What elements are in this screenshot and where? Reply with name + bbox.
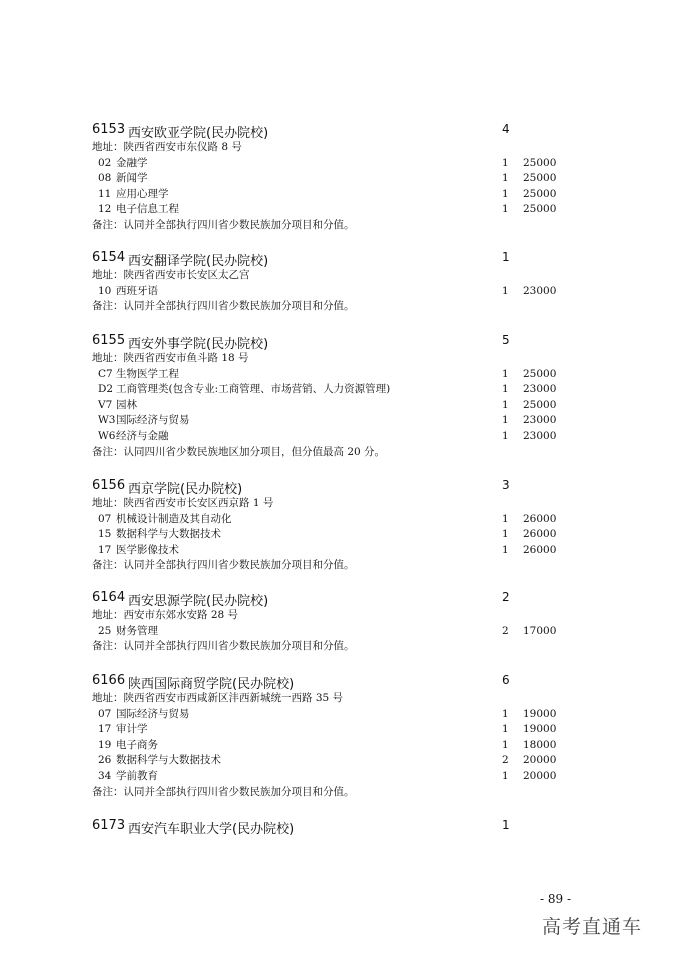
major-row [92,543,572,559]
note-value: 认同并全部执行四川省少数民族加分项目和分值。 [123,785,355,798]
major-fee: 25000 [523,367,557,380]
major-name: 金融学 [116,156,148,169]
school-plan-count: 5 [502,333,510,347]
major-plan: 1 [502,429,509,442]
major-plan: 1 [502,707,509,720]
school-code: 6173 [92,818,126,833]
school-name: 西安汽车职业大学(民办院校) [128,822,295,837]
address-label: 地址： [92,269,124,281]
school-header [92,250,572,268]
school-code: 6164 [92,590,126,605]
school-block [92,122,572,234]
major-name: 电子商务 [116,738,158,751]
major-name: 电子信息工程 [116,203,179,216]
major-row [92,171,572,187]
major-row [92,367,572,383]
major-plan: 1 [502,156,509,169]
major-fee: 26000 [523,512,557,525]
major-code: 17 [98,543,112,556]
major-name: 国际经济与贸易 [116,707,190,720]
major-code: 07 [98,512,112,525]
school-note [92,639,572,655]
major-fee: 23000 [523,383,557,396]
school-name: 陕西国际商贸学院(民办院校) [128,677,295,692]
address-label: 地址： [92,141,124,153]
school-note [92,785,572,801]
major-plan: 1 [502,528,509,541]
major-plan: 1 [502,769,509,782]
major-plan: 2 [502,624,509,637]
school-header [92,478,572,496]
major-code: V7 [98,398,113,411]
major-row [92,398,572,414]
major-code: 11 [98,187,112,200]
major-fee: 20000 [523,754,557,767]
major-fee: 25000 [523,187,557,200]
major-plan: 1 [502,203,509,216]
address-label: 地址： [92,609,124,621]
school-block [92,818,572,836]
major-fee: 25000 [523,172,557,185]
school-address [92,268,572,284]
school-address [92,496,572,512]
school-name: 西安欧亚学院(民办院校) [128,126,269,141]
major-row [92,413,572,429]
address-value: 陕西省西安市长安区太乙宫 [123,269,250,281]
major-plan: 1 [502,414,509,427]
major-fee: 23000 [523,429,557,442]
major-row [92,738,572,754]
major-row [92,382,572,398]
major-code: 26 [98,754,112,767]
school-code: 6153 [92,122,126,137]
address-value: 陕西省西安市鱼斗路 18 号 [123,352,249,364]
address-value: 西安市东郊水安路 28 号 [123,609,239,621]
major-plan: 1 [502,723,509,736]
major-fee: 17000 [523,624,557,637]
note-value: 认同四川省少数民族地区加分项目，但分值最高 20 分。 [123,445,386,458]
major-fee: 25000 [523,156,557,169]
note-label: 备注： [92,445,124,458]
major-name: 学前教育 [116,769,158,782]
major-name: 医学影像技术 [116,543,179,556]
major-row [92,624,572,640]
major-name: 经济与金融 [116,429,169,442]
address-value: 陕西省西安市东仪路 8 号 [123,141,242,153]
major-plan: 1 [502,398,509,411]
school-header [92,673,572,691]
note-value: 认同并全部执行四川省少数民族加分项目和分值。 [123,218,355,231]
note-label: 备注： [92,785,124,798]
note-label: 备注： [92,640,124,653]
major-plan: 1 [502,738,509,751]
school-plan-count: 3 [502,478,510,492]
school-code: 6155 [92,333,126,348]
major-code: 17 [98,723,112,736]
major-fee: 26000 [523,528,557,541]
major-name: 财务管理 [116,624,158,637]
major-row [92,753,572,769]
major-code: C7 [98,367,113,380]
address-label: 地址： [92,352,124,364]
school-plan-count: 2 [502,590,510,604]
major-plan: 1 [502,367,509,380]
school-address [92,608,572,624]
note-value: 认同并全部执行四川省少数民族加分项目和分值。 [123,300,355,313]
major-plan: 1 [502,383,509,396]
major-plan: 1 [502,172,509,185]
major-name: 应用心理学 [116,187,169,200]
major-row [92,769,572,785]
school-code: 6166 [92,673,126,688]
address-label: 地址： [92,692,124,704]
school-name: 西安翻译学院(民办院校) [128,254,269,269]
school-plan-count: 1 [502,250,510,264]
major-code: 25 [98,624,112,637]
school-note [92,558,572,574]
major-fee: 26000 [523,543,557,556]
major-fee: 19000 [523,707,557,720]
school-block [92,590,572,655]
school-code: 6156 [92,478,126,493]
major-row [92,156,572,172]
address-value: 陕西省西安市长安区西京路 1 号 [123,497,274,509]
school-header [92,590,572,608]
school-address [92,351,572,367]
school-plan-count: 6 [502,673,510,687]
school-address [92,140,572,156]
school-header [92,122,572,140]
school-block [92,673,572,800]
major-fee: 25000 [523,398,557,411]
major-row [92,527,572,543]
school-header [92,333,572,351]
major-plan: 1 [502,284,509,297]
major-row [92,512,572,528]
major-code: 12 [98,203,112,216]
major-name: 园林 [116,398,137,411]
major-name: 工商管理类(包含专业:工商管理、市场营销、人力资源管理) [116,383,391,396]
school-name: 西安外事学院(民办院校) [128,337,269,352]
note-value: 认同并全部执行四川省少数民族加分项目和分值。 [123,640,355,653]
major-code: D2 [98,383,114,396]
major-name: 新闻学 [116,172,148,185]
major-code: 08 [98,172,112,185]
major-code: 15 [98,528,112,541]
major-name: 西班牙语 [116,284,158,297]
major-row [92,722,572,738]
school-plan-count: 1 [502,818,510,832]
major-name: 数据科学与大数据技术 [116,754,221,767]
major-code: 10 [98,284,112,297]
school-block [92,250,572,315]
major-code: 02 [98,156,112,169]
school-note [92,299,572,315]
note-label: 备注： [92,559,124,572]
major-row [92,202,572,218]
major-code: W6 [98,429,116,442]
school-block [92,478,572,574]
major-row [92,707,572,723]
school-block [92,333,572,460]
major-name: 机械设计制造及其自动化 [116,512,232,525]
school-plan-count: 4 [502,122,510,136]
major-row [92,187,572,203]
major-plan: 1 [502,512,509,525]
major-fee: 20000 [523,769,557,782]
major-code: W3 [98,414,116,427]
school-name: 西京学院(民办院校) [128,482,243,497]
major-name: 国际经济与贸易 [116,414,190,427]
watermark: 高考直通车 [542,916,643,938]
school-note [92,445,572,461]
major-code: 34 [98,769,112,782]
note-value: 认同并全部执行四川省少数民族加分项目和分值。 [123,559,355,572]
school-name: 西安思源学院(民办院校) [128,594,269,609]
major-name: 审计学 [116,723,148,736]
major-fee: 23000 [523,284,557,297]
major-fee: 18000 [523,738,557,751]
major-code: 19 [98,738,112,751]
major-row [92,429,572,445]
major-name: 数据科学与大数据技术 [116,528,221,541]
major-plan: 1 [502,187,509,200]
address-value: 陕西省西安市西咸新区沣西新城统一西路 35 号 [123,692,344,704]
major-name: 生物医学工程 [116,367,179,380]
major-fee: 23000 [523,414,557,427]
school-code: 6154 [92,250,126,265]
page-number: - 89 - [540,892,572,906]
major-plan: 1 [502,543,509,556]
note-label: 备注： [92,300,124,313]
major-plan: 2 [502,754,509,767]
address-label: 地址： [92,497,124,509]
school-header [92,818,572,836]
school-note [92,218,572,234]
note-label: 备注： [92,218,124,231]
major-fee: 19000 [523,723,557,736]
major-row [92,284,572,300]
major-fee: 25000 [523,203,557,216]
major-code: 07 [98,707,112,720]
school-address [92,691,572,707]
